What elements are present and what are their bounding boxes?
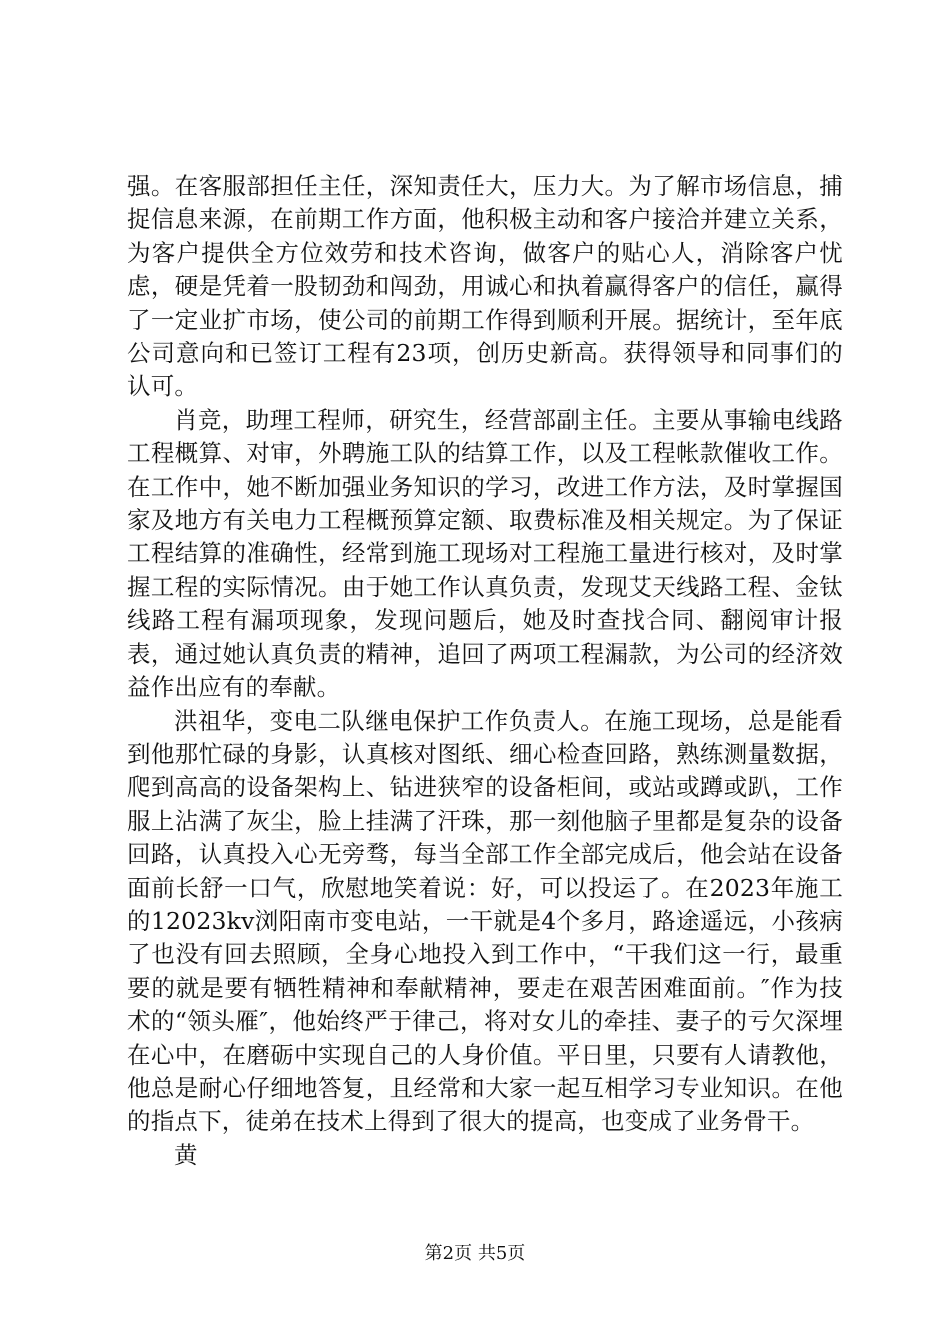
paragraph-2: 肖竞，助理工程师，研究生，经营部副主任。主要从事输电线路工程概算、对审，外聘施工队的结算工作，以及工程帐款催收工作。在工作中，她不断加强业务知识的学习，改进工作方法，及时掌握国家及地方有关电力工程概预算定额、取费标准及相关规定。为了保证工程结算的准确性，经常到施工现场对工程施工量进行核对，及时掌握工程的实际情况。由于她工作认真负责，发现艾天线路工程、金钛线路工程有漏项现象，发现问题后，她及时查找合同、翻阅审计报表，通过她认真负责的精神，追回了两项工程漏款，为公司的经济效益作出应有的奉献。 <box>127 405 843 702</box>
paragraph-3: 洪祖华，变电二队继电保护工作负责人。在施工现场，总是能看到他那忙碌的身影，认真核对图纸、细心检查回路，熟练测量数据，爬到高高的设备架构上、钻进狭窄的设备柜间，或站或蹲或趴，工作服上沾满了灰尘，脸上挂满了汗珠，那一刻他脑子里都是复杂的设备回路，认真投入心无旁骛，每当全部工作全部完成后，他会站在设备面前长舒一口气，欣慰地笑着说：好，可以投运了。在2023年施工的12023kv浏阳南市变电站，一干就是4个多月，路途遥远，小孩病了也没有回去照顾，全身心地投入到工作中，“干我们这一行，最重要的就是要有牺牲精神和奉献精神，要走在艰苦困难面前。″作为技术的“领头雁″，他始终严于律己，将对女儿的牵挂、妻子的亏欠深埋在心中，在磨砺中实现自己的人身价值。平日里，只要有人请教他，他总是耐心仔细地答复，且经常和大家一起互相学习专业知识。在他的指点下，徒弟在技术上得到了很大的提高，也变成了业务骨干。 <box>127 706 843 1136</box>
paragraph-4: 黄 <box>174 1140 198 1169</box>
body-text <box>127 170 843 1172</box>
paragraph-1: 强。在客服部担任主任，深知责任大，压力大。为了解市场信息，捕捉信息来源，在前期工作方面，他积极主动和客户接洽并建立关系，为客户提供全方位效劳和技术咨询，做客户的贴心人，消除客户忧虑，硬是凭着一股韧劲和闯劲，用诚心和执着赢得客户的信任，赢得了一定业扩市场，使公司的前期工作得到顺利开展。据统计，至年底公司意向和已签订工程有23项，创历史新高。获得领导和同事们的认可。 <box>127 172 843 401</box>
page-number-footer: 第2页 共5页 <box>424 1243 526 1264</box>
